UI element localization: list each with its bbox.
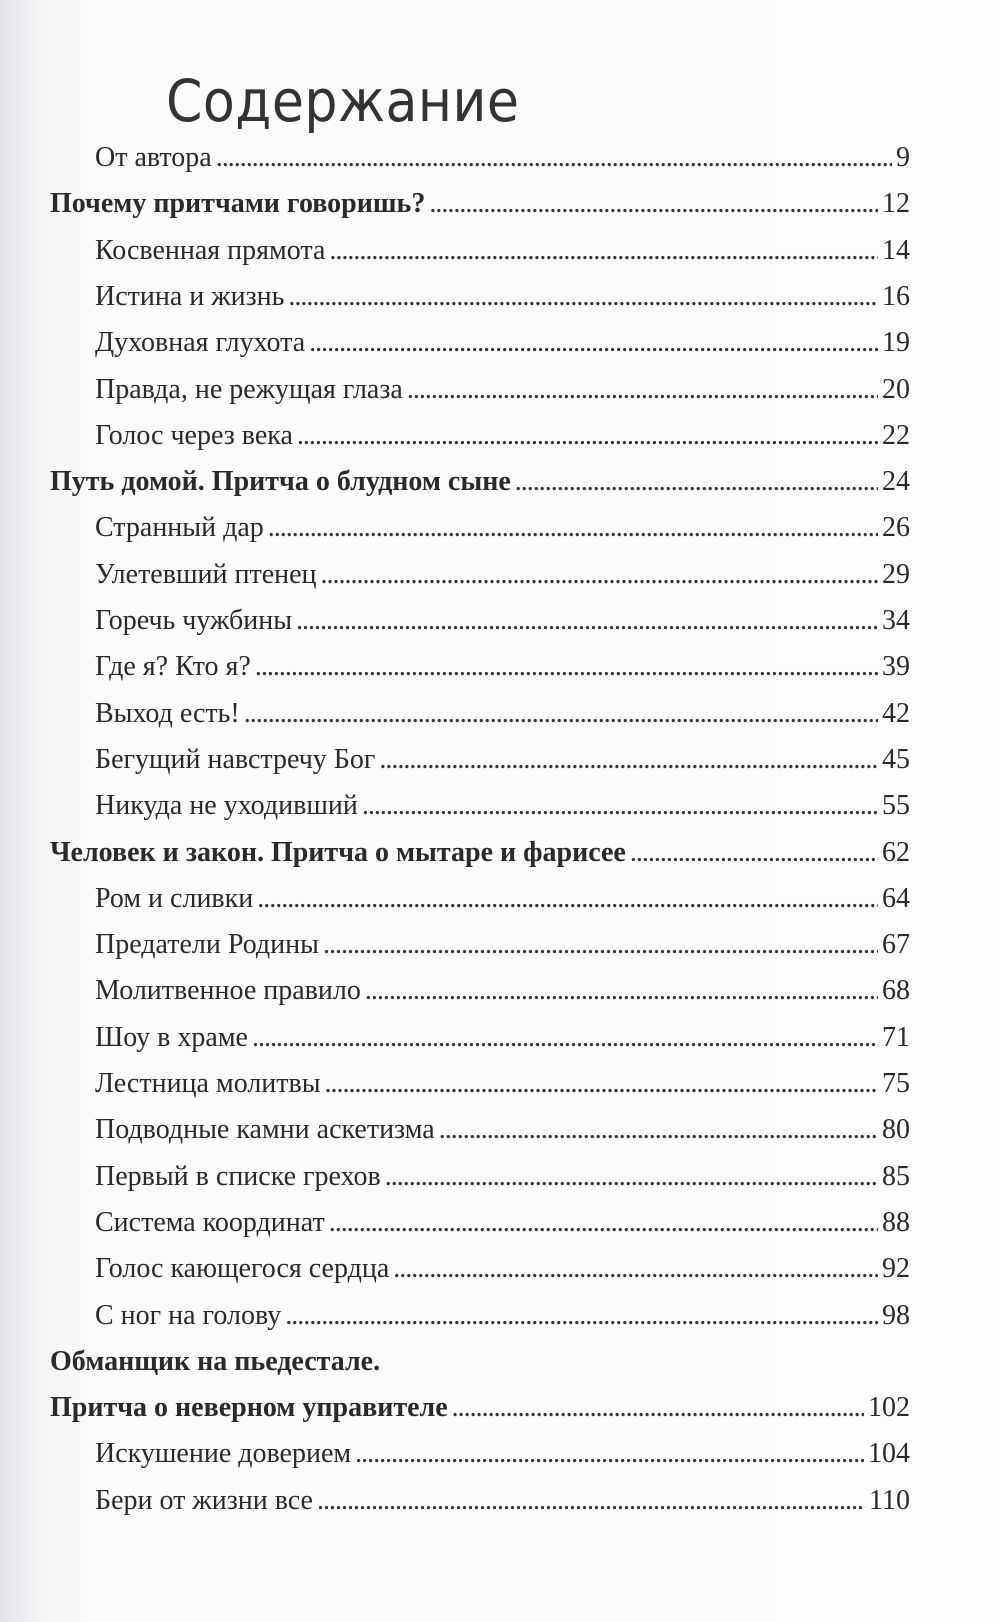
toc-entry-title: Горечь чужбины	[95, 605, 293, 636]
dot-leader	[329, 1207, 878, 1239]
toc-entry-title: Ром и сливки	[95, 882, 254, 914]
toc-section	[95, 605, 910, 651]
toc-page-number: 26	[882, 512, 910, 544]
toc-entry-title: Голос через века	[95, 419, 293, 451]
toc-page-number: 110	[869, 1484, 910, 1516]
toc-entry-title: Молитвенное правило	[95, 975, 361, 1007]
toc-page-number: 22	[882, 419, 910, 451]
dot-leader	[379, 744, 878, 776]
toc-page-number: 85	[882, 1160, 910, 1192]
toc-page-number: 62	[882, 836, 910, 868]
page-title: Содержание	[166, 66, 520, 135]
toc-entry-title: Почему притчами говоришь?	[50, 188, 426, 220]
toc-page-number: 68	[882, 975, 910, 1007]
toc-entry-title: Шоу в храме	[95, 1021, 248, 1053]
dot-leader	[385, 1161, 878, 1193]
dot-leader	[216, 142, 892, 174]
toc-section	[95, 374, 910, 420]
toc-entry-title: Первый в списке грехов	[95, 1160, 381, 1192]
toc-entry-title: Притча о неверном управителе	[50, 1392, 448, 1424]
dot-leader	[329, 235, 878, 267]
toc-entry-title: Голос кающегося сердца	[95, 1253, 390, 1285]
toc-chapter	[50, 1392, 910, 1438]
dot-leader	[321, 559, 878, 591]
dot-leader	[309, 327, 878, 359]
dot-leader	[630, 837, 878, 869]
toc-page-number: 55	[882, 790, 910, 822]
toc-page-number: 42	[882, 697, 910, 729]
toc-entry-title: С ног на голову	[95, 1299, 282, 1331]
toc-entry-title: Никуда не уходивший	[95, 790, 358, 822]
toc-page-number: 88	[882, 1206, 910, 1238]
toc-entry-title: Духовная глухота	[95, 327, 306, 359]
toc-section	[95, 790, 910, 836]
dot-leader	[257, 883, 878, 915]
toc-entry-title: Система координат	[95, 1206, 325, 1238]
toc-entry-title: Обманщик на пьедестале.	[50, 1345, 381, 1377]
toc-section	[95, 1438, 910, 1484]
toc-section	[95, 327, 910, 373]
toc-page-number: 24	[882, 466, 910, 498]
toc-page-number: 71	[882, 1021, 910, 1053]
dot-leader	[393, 1253, 878, 1285]
toc-section	[95, 235, 910, 281]
toc-entry-title: Странный дар	[95, 512, 264, 544]
toc-section	[95, 1485, 910, 1531]
dot-leader	[317, 1485, 865, 1517]
dot-leader	[452, 1392, 864, 1424]
toc-page-number: 102	[868, 1392, 910, 1424]
dot-leader	[365, 975, 878, 1007]
toc-entry-title: Лестница молитвы	[95, 1068, 321, 1099]
toc-entry-title: Выход есть!	[95, 697, 240, 729]
dot-leader	[429, 188, 878, 220]
toc-page-number: 19	[882, 327, 910, 359]
dot-leader	[355, 1438, 864, 1470]
toc-section	[95, 929, 910, 975]
toc-chapter	[50, 837, 910, 883]
toc-page-number: 9	[896, 142, 910, 173]
toc-entry-title: Правда, не режущая глаза	[95, 373, 403, 405]
toc-entry-title: Бегущий навстречу Бог	[95, 743, 376, 775]
toc-section	[95, 142, 910, 188]
dot-leader	[255, 651, 878, 683]
toc-page-number: 39	[882, 651, 910, 683]
toc-entry-title: Предатели Родины	[95, 929, 319, 961]
toc-section	[95, 420, 910, 466]
dot-leader	[323, 929, 878, 961]
toc-section	[95, 281, 910, 327]
toc-section	[95, 883, 910, 929]
toc-page-number: 80	[882, 1114, 910, 1146]
toc-page-number: 67	[882, 929, 910, 961]
toc-entry-title: Где я? Кто я?	[95, 651, 251, 683]
toc-page-number: 12	[882, 188, 910, 220]
toc-section	[95, 1068, 910, 1114]
toc-section	[95, 1022, 910, 1068]
toc-entry-title: От автора	[95, 142, 212, 173]
toc-entry-title: Человек и закон. Притча о мытаре и фарисее	[50, 836, 626, 868]
toc-entry-title: Искушение доверием	[95, 1438, 352, 1470]
toc-page-number: 20	[882, 373, 910, 405]
toc-entry-title: Бери от жизни все	[95, 1484, 313, 1516]
toc-page-number: 45	[882, 743, 910, 775]
toc-entry-title: Подводные камни аскетизма	[95, 1114, 435, 1146]
toc-page-number: 75	[882, 1068, 910, 1099]
toc-entry-title: Улетевший птенец	[95, 558, 317, 590]
dot-leader	[407, 374, 878, 406]
dot-leader	[285, 1300, 878, 1332]
dot-leader	[439, 1114, 878, 1146]
toc-page-number: 34	[882, 605, 910, 636]
toc-section	[95, 512, 910, 558]
toc-entry-title: Путь домой. Притча о блудном сыне	[50, 466, 511, 498]
toc-section	[95, 744, 910, 790]
toc-page-number: 29	[882, 558, 910, 590]
dot-leader	[515, 466, 878, 498]
toc-section	[95, 1253, 910, 1299]
toc-entry-title: Косвенная прямота	[95, 234, 326, 266]
toc-section	[95, 1300, 910, 1346]
dot-leader	[325, 1068, 878, 1100]
dot-leader	[296, 605, 878, 637]
toc-page-number: 104	[868, 1438, 910, 1470]
toc-chapter	[50, 466, 910, 512]
toc-entry-title: Истина и жизнь	[95, 280, 285, 312]
dot-leader	[362, 790, 878, 822]
toc-section	[95, 559, 910, 605]
dot-leader	[244, 698, 878, 730]
toc-section	[95, 1161, 910, 1207]
toc-section	[95, 651, 910, 697]
toc-section	[95, 1114, 910, 1160]
toc-page-number: 64	[882, 882, 910, 914]
dot-leader	[252, 1022, 878, 1054]
toc-section	[95, 975, 910, 1021]
toc-section	[95, 698, 910, 744]
toc-chapter	[50, 1346, 910, 1392]
toc-page-number: 16	[882, 280, 910, 312]
dot-leader	[297, 420, 878, 452]
dot-leader	[268, 512, 878, 544]
toc-chapter	[50, 188, 910, 234]
toc-page-number: 98	[882, 1299, 910, 1331]
dot-leader	[288, 281, 878, 313]
toc-section	[95, 1207, 910, 1253]
toc-page-number: 92	[882, 1253, 910, 1285]
toc-page-number: 14	[882, 234, 910, 266]
